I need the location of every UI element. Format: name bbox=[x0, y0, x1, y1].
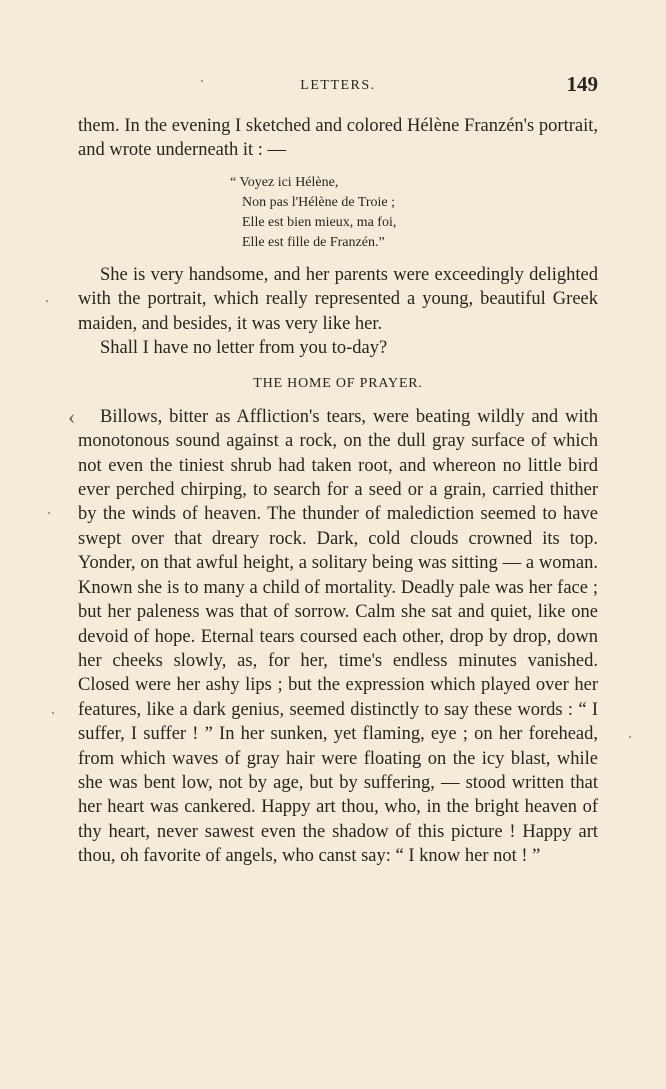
verse-line: Elle est bien mieux, ma foi, bbox=[242, 214, 397, 230]
body-text bbox=[68, 114, 598, 869]
verse-block bbox=[230, 173, 598, 253]
margin-bracket-mark: ‹ bbox=[68, 403, 76, 429]
running-head: LETTERS. bbox=[300, 78, 376, 93]
verse-line: Non pas l'Hélène de Troie ; bbox=[242, 194, 396, 210]
paragraph: Shall I have no letter from you to-day? bbox=[100, 338, 388, 359]
paragraph: She is very handsome, and her parents were exceedingly delighted with the portrait, which really represented a young, beautiful Greek maiden, and besides, it was very like her. bbox=[78, 264, 598, 334]
page-number: 149 bbox=[566, 72, 598, 96]
paper-speck bbox=[201, 80, 203, 82]
paper-speck bbox=[46, 300, 48, 302]
paragraph-continuation: them. In the evening I sketched and colored Hélène Franzén's portrait, and wrote underneath it : — bbox=[78, 116, 598, 161]
paper-speck bbox=[629, 736, 631, 738]
section-paragraph-wrapper bbox=[68, 403, 598, 869]
paper-speck bbox=[52, 712, 54, 714]
section-title: THE HOME OF PRAYER. bbox=[253, 376, 423, 392]
verse-line: Elle est fille de Franzén.” bbox=[242, 234, 385, 250]
verse-line: “ Voyez ici Hélène, bbox=[230, 174, 339, 190]
paragraph: Billows, bitter as Affliction's tears, were beating wildly and with monotonous sound against a rock, on the dull gray surface of which not even the tiniest shrub had taken root, and whereon no little bird ever perched chirping, to search for a seed or a grain, carried thither by the winds of heaven. The thunder of malediction seemed to have swept over that dreary rock. Dark, cold clouds crowned its top. Yonder, on that awful height, a solitary being was sitting — a woman. Known she is to many a child of mortality. Deadly pale was her face ; but her paleness was that of sorrow. Calm she sat and quiet, like one devoid of hope. Eternal tears coursed each other, drop by drop, down her cheeks slowly, as, for her, time's endless minutes vanished. Closed were her ashy lips ; but the expression which played over her features, like a dark genius, seemed distinctly to say these words : “ I suffer, I suffer ! ” In her sunken, yet flaming, eye ; on her forehead, from which waves of gray hair were floating on the icy blast, while she was bent low, not by age, but by suffering, — stood written that her heart was cankered. Happy art thou, who, in the bright heaven of thy heart, never sawest even the shadow of this picture ! Happy art thou, oh favorite of angels, who canst say: “ I know her not ! ” bbox=[78, 406, 598, 867]
paper-speck bbox=[48, 512, 50, 514]
page-header bbox=[78, 72, 598, 100]
